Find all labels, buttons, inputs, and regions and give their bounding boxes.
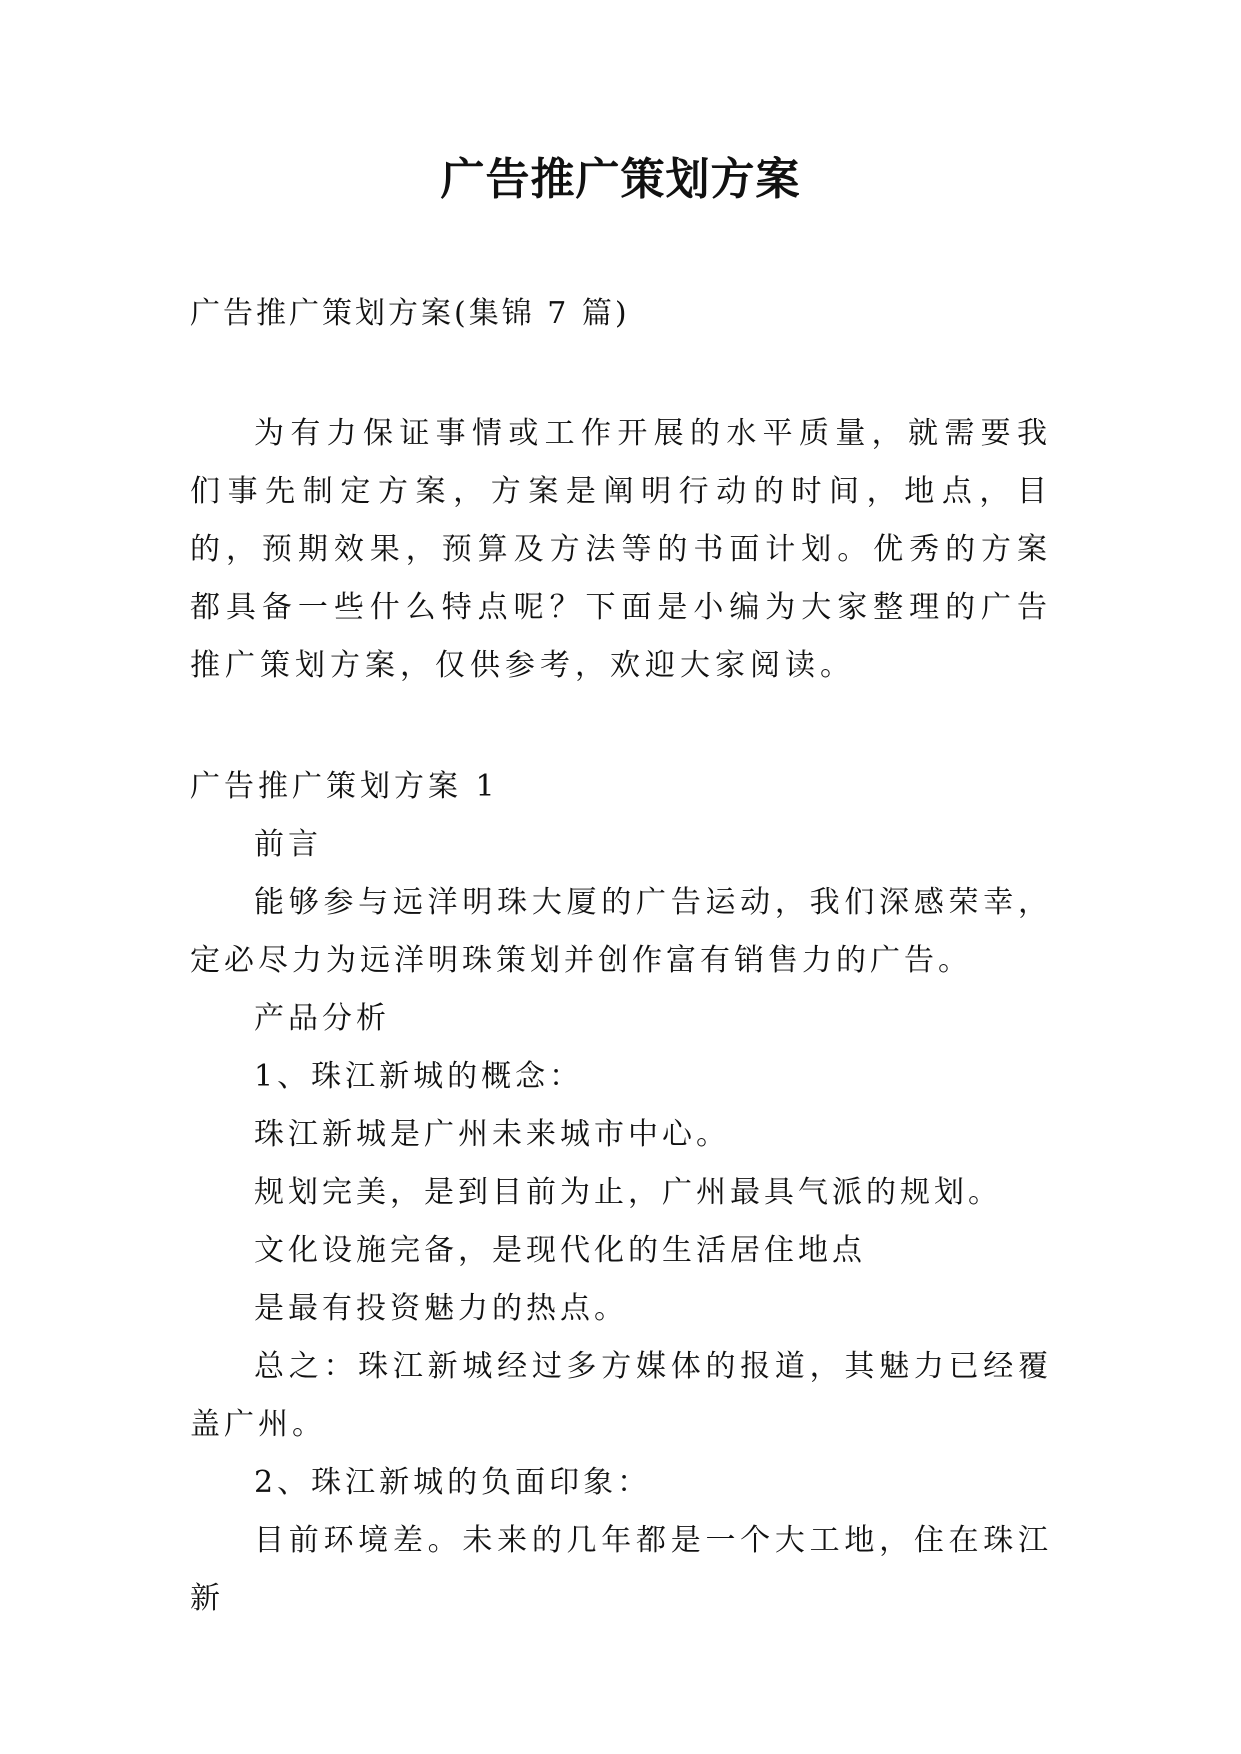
document-subtitle: 广告推广策划方案(集锦 7 篇): [190, 296, 630, 331]
list-item: 2、珠江新城的负面印象：: [254, 1465, 652, 1500]
body-content: [190, 758, 1052, 1628]
heading-preface: 前言: [254, 827, 322, 862]
body-paragraph: 规划完美，是到目前为止，广州最具气派的规划。: [254, 1175, 1002, 1210]
body-paragraph: 是最有投资魅力的热点。: [254, 1291, 628, 1326]
heading-product-analysis: 产品分析: [254, 1001, 390, 1036]
list-item: 1、珠江新城的概念：: [254, 1059, 584, 1094]
body-paragraph: 文化设施完备，是现代化的生活居住地点: [254, 1233, 866, 1268]
section-heading: 广告推广策划方案 1: [190, 769, 499, 804]
body-paragraph: 珠江新城是广州未来城市中心。: [254, 1117, 730, 1152]
body-paragraph: 总之：珠江新城经过多方媒体的报道，其魅力已经覆盖广州。: [190, 1349, 1052, 1442]
document-title: 广告推广策划方案: [440, 154, 801, 205]
body-paragraph: 目前环境差。未来的几年都是一个大工地，住在珠江新: [190, 1523, 1052, 1616]
body-paragraph: 能够参与远洋明珠大厦的广告运动，我们深感荣幸，定必尽力为远洋明珠策划并创作富有销售力的广告。: [190, 885, 1052, 978]
intro-paragraph: 为有力保证事情或工作开展的水平质量，就需要我们事先制定方案，方案是阐明行动的时间，地点，目的，预期效果，预算及方法等的书面计划。优秀的方案都具备一些什么特点呢？下面是小编为大家整理的广告推广策划方案，仅供参考，欢迎大家阅读。: [190, 416, 1052, 683]
